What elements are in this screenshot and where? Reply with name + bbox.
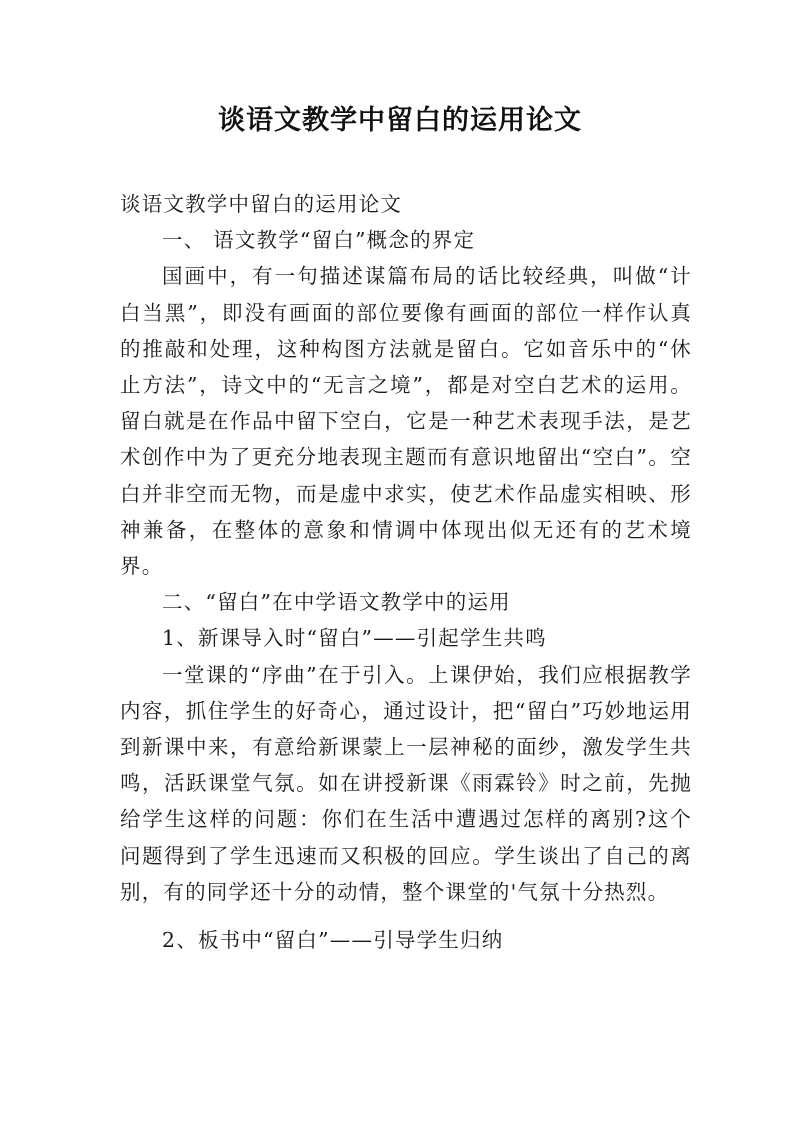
document-body (120, 186, 692, 958)
section-heading-1: 一、 语文教学“留白”概念的界定 (162, 228, 476, 253)
document-title: 谈语文教学中留白的运用论文 (218, 105, 582, 136)
subsection-heading-1: 1、新课导入时“留白”——引起学生共鸣 (162, 626, 547, 651)
subsection-heading-2: 2、板书中“留白”——引导学生归纳 (162, 928, 504, 953)
subtitle-paragraph: 谈语文教学中留白的运用论文 (120, 192, 403, 216)
body-paragraph-2: 一堂课的“序曲”在于引入。上课伊始，我们应根据教学内容，抓住学生的好奇心，通过设计，把“留白”巧妙地运用到新课中来，有意给新课蒙上一层神秘的面纱，激发学生共鸣，活跃课堂气氛。如在讲授新课《雨霖铃》时之前，先抛给学生这样的问题：你们在生活中遭遇过怎样的离别?这个问题得到了学生迅速而又积极的回应。学生谈出了自己的离别，有的同学还十分的动情，整个课堂的'气氛十分热烈。 (120, 662, 692, 904)
body-paragraph-1: 国画中，有一句描述谋篇布局的话比较经典，叫做“计白当黑”，即没有画面的部位要像有画面的部位一样作认真的推敲和处理，这种构图方法就是留白。它如音乐中的“休止方法”，诗文中的“无言之境”，都是对空白艺术的运用。留白就是在作品中留下空白，它是一种艺术表现手法，是艺术创作中为了更充分地表现主题而有意识地留出“空白”。空白并非空而无物，而是虚中求实，使艺术作品虚实相映、形神兼备，在整体的意象和情调中体现出似无还有的艺术境界。 (120, 264, 692, 579)
section-heading-2: 二、“留白”在中学语文教学中的运用 (162, 590, 511, 615)
